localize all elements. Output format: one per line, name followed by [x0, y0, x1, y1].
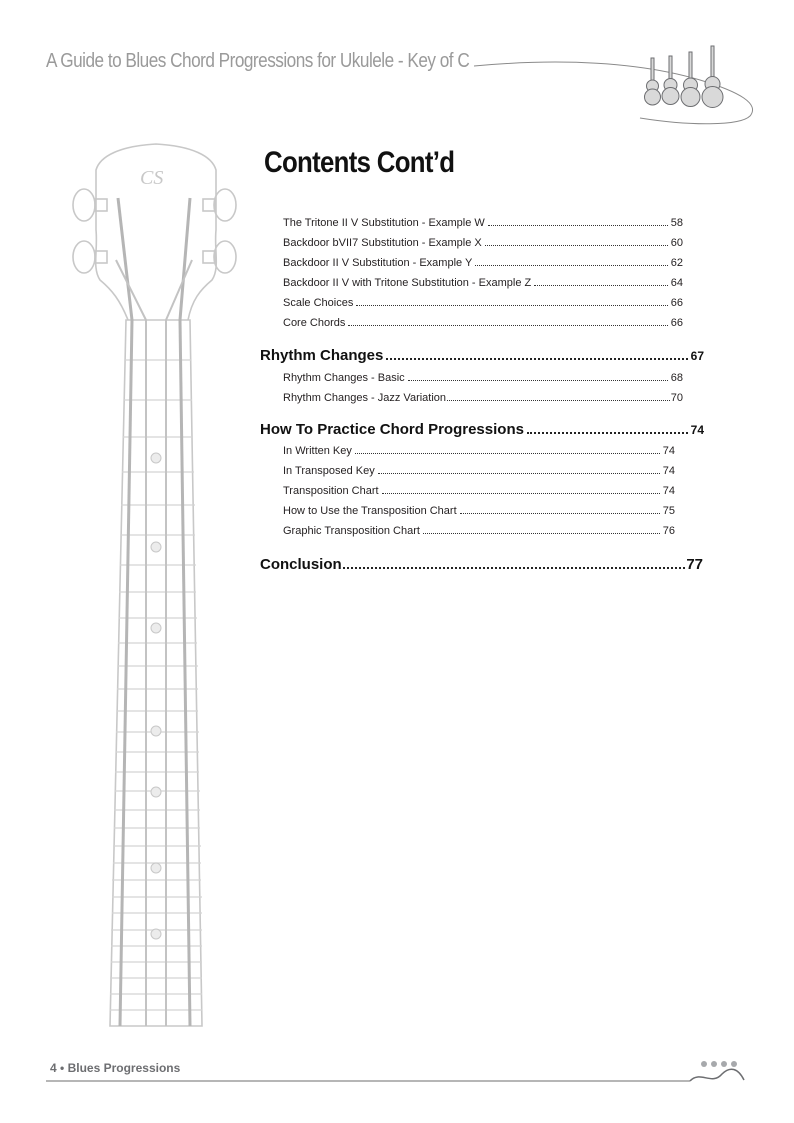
running-header-title: A Guide to Blues Chord Progressions for Ukulele - Key of C	[46, 50, 470, 72]
toc-section-page: 74	[690, 423, 704, 437]
toc-entry[interactable]	[283, 257, 683, 269]
toc-entry-page: 60	[670, 237, 683, 249]
toc-entry[interactable]	[283, 392, 683, 404]
toc-dot-leader	[356, 305, 667, 306]
toc-entry-page: 62	[670, 257, 683, 269]
toc-entry-page: 74	[662, 445, 675, 457]
toc-entry-page: 58	[670, 217, 683, 229]
footer-separator: •	[60, 1061, 65, 1075]
toc-dot-leader	[386, 358, 687, 360]
ukulele-neck-illustration	[0, 0, 260, 1040]
toc-section-page: 67	[690, 349, 704, 363]
toc-dot-leader	[460, 513, 660, 514]
toc-entry[interactable]	[283, 317, 683, 329]
toc-section-label: Conclusion	[260, 556, 342, 573]
ukulele-icon	[662, 56, 679, 105]
toc-dot-leader	[408, 380, 668, 381]
toc-dot-leader	[343, 567, 686, 569]
footer-book-title: Blues Progressions	[67, 1061, 181, 1075]
toc-entry-page: 74	[662, 465, 675, 477]
toc-entry-page: 70	[670, 392, 683, 404]
cs-monogram-logo: CS	[140, 167, 164, 189]
toc-entry-label: Backdoor bVII7 Substitution - Example X	[283, 237, 482, 249]
toc-dot-leader	[447, 400, 670, 401]
toc-entry-label: In Transposed Key	[283, 465, 375, 477]
toc-entry-page: 66	[670, 297, 683, 309]
toc-entry[interactable]	[283, 297, 683, 309]
toc-entry-label: The Tritone II V Substitution - Example W	[283, 217, 485, 229]
decorative-dots-icon	[701, 1061, 737, 1067]
toc-entry-label: Rhythm Changes - Basic	[283, 372, 405, 384]
toc-entry[interactable]	[283, 217, 683, 229]
toc-entry-label: Scale Choices	[283, 297, 354, 309]
toc-entry-page: 76	[662, 525, 675, 537]
toc-section-rhythm-changes[interactable]	[260, 347, 704, 364]
toc-dot-leader	[378, 473, 660, 474]
ukulele-icon	[702, 46, 723, 108]
toc-dot-leader	[527, 432, 688, 434]
toc-section-how-to-practice[interactable]	[260, 421, 704, 438]
toc-entry-page: 68	[670, 372, 683, 384]
toc-entry-label: Core Chords	[283, 317, 346, 329]
toc-entry-label: In Written Key	[283, 445, 352, 457]
toc-entry[interactable]	[283, 237, 683, 249]
fret-marker-dots	[151, 453, 161, 939]
page-footer	[50, 1061, 180, 1075]
toc-entry[interactable]	[283, 485, 675, 497]
toc-entry-page: 75	[662, 505, 675, 517]
toc-entry-page: 74	[662, 485, 675, 497]
toc-dot-leader	[355, 453, 660, 454]
toc-entry-page: 66	[670, 317, 683, 329]
toc-entry-label: Graphic Transposition Chart	[283, 525, 420, 537]
toc-dot-leader	[475, 265, 667, 266]
toc-entry-label: Backdoor II V with Tritone Substitution - Example Z	[283, 277, 532, 289]
page-title: Contents Cont’d	[264, 146, 455, 179]
toc-dot-leader	[485, 245, 668, 246]
toc-entry[interactable]	[283, 445, 675, 457]
toc-entry[interactable]	[283, 465, 675, 477]
toc-entry[interactable]	[283, 277, 683, 289]
page-number: 4	[50, 1061, 57, 1075]
toc-entry[interactable]	[283, 372, 683, 384]
toc-entry-label: How to Use the Transposition Chart	[283, 505, 457, 517]
string-lines	[118, 198, 190, 1026]
toc-entry-label: Transposition Chart	[283, 485, 379, 497]
toc-section-page: 77	[686, 556, 703, 573]
toc-dot-leader	[534, 285, 668, 286]
toc-dot-leader	[348, 325, 667, 326]
toc-entry-label: Backdoor II V Substitution - Example Y	[283, 257, 473, 269]
toc-entry-page: 64	[670, 277, 683, 289]
toc-dot-leader	[382, 493, 660, 494]
toc-dot-leader	[423, 533, 660, 534]
toc-section-conclusion[interactable]	[260, 556, 703, 573]
toc-section-label: Rhythm Changes	[260, 347, 384, 364]
ukulele-icon	[645, 58, 661, 105]
toc-section-label: How To Practice Chord Progressions	[260, 421, 524, 438]
toc-entry[interactable]	[283, 505, 675, 517]
toc-dot-leader	[488, 225, 668, 226]
toc-entry-label: Rhythm Changes - Jazz Variation	[283, 392, 447, 404]
toc-entry[interactable]	[283, 525, 675, 537]
